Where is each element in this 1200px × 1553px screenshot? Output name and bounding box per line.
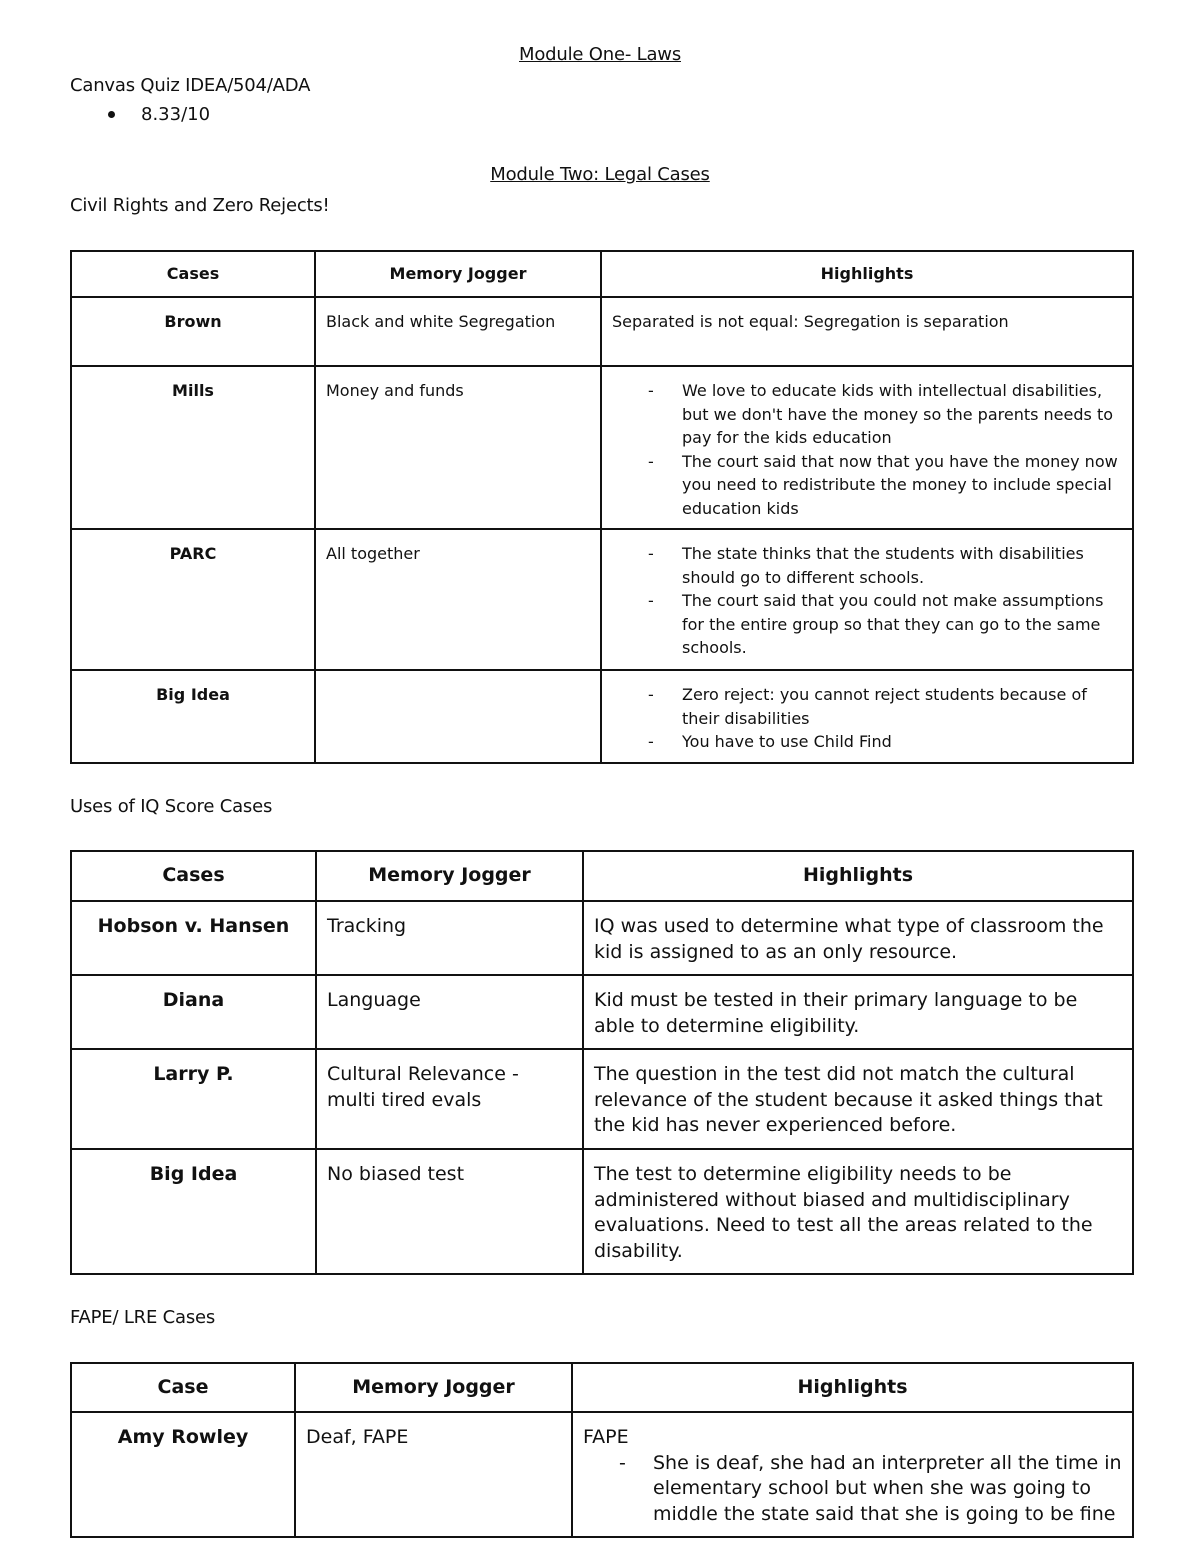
table-row (71, 297, 1133, 366)
canvas-quiz-label: Canvas Quiz IDEA/504/ADA (70, 75, 311, 96)
section-fape-lre-title: FAPE/ LRE Cases (70, 1307, 216, 1328)
case-name: Mills (71, 366, 315, 529)
header-highlights: Highlights (601, 251, 1133, 297)
case-name: Diana (71, 975, 316, 1049)
highlight-bullet: - Zero reject: you cannot reject students because of their disabilities (682, 683, 1122, 730)
highlight-text: Separated is not equal: Segregation is separation (601, 297, 1133, 366)
header-highlights: Highlights (583, 851, 1133, 901)
civil-rights-table (70, 250, 1134, 764)
highlight-label: FAPE (583, 1426, 629, 1448)
header-case: Case (71, 1363, 295, 1412)
highlight-text: IQ was used to determine what type of classroom the kid is assigned to as an only resource. (583, 901, 1133, 975)
bullet-icon (108, 111, 115, 118)
case-name: Larry P. (71, 1049, 316, 1149)
memory-jogger: Language (316, 975, 583, 1049)
case-name: Hobson v. Hansen (71, 901, 316, 975)
table-header-row (71, 851, 1133, 901)
table-row (71, 529, 1133, 670)
section-iq-score-title: Uses of IQ Score Cases (70, 796, 273, 817)
table-header-row (71, 251, 1133, 297)
memory-jogger: Cultural Relevance - multi tired evals (316, 1049, 583, 1149)
highlight-bullet: - The state thinks that the students with disabilities should go to different schools. (682, 542, 1122, 589)
highlight-cell (601, 529, 1133, 670)
quiz-score: 8.33/10 (141, 104, 211, 125)
highlight-bullet: - The court said that you could not make assumptions for the entire group so that they can go to the same schools. (682, 589, 1122, 660)
table-row (71, 670, 1133, 763)
memory-jogger: All together (315, 529, 601, 670)
table-row (71, 1049, 1133, 1149)
highlight-text: Kid must be tested in their primary language to be able to determine eligibility. (583, 975, 1133, 1049)
header-cases: Cases (71, 851, 316, 901)
header-memory-jogger: Memory Jogger (315, 251, 601, 297)
header-memory-jogger: Memory Jogger (316, 851, 583, 901)
highlight-text: The question in the test did not match the cultural relevance of the student because it asked things that the kid has never experienced before. (583, 1049, 1133, 1149)
table-row (71, 1149, 1133, 1274)
table-row (71, 975, 1133, 1049)
highlight-cell (601, 366, 1133, 529)
highlight-text: The test to determine eligibility needs to be administered without biased and multidisciplinary evaluations. Need to test all the areas related to the disability. (583, 1149, 1133, 1274)
module-two-heading: Module Two: Legal Cases (490, 164, 710, 185)
highlight-bullet: - She is deaf, she had an interpreter all the time in elementary school but when she was going to middle the state said that she is going to be fine (653, 1451, 1122, 1528)
highlight-cell (572, 1412, 1133, 1537)
highlight-bullet: - We love to educate kids with intellectual disabilities, but we don't have the money so the parents needs to pay for the kids education (682, 379, 1122, 450)
fape-lre-table (70, 1362, 1134, 1538)
highlight-bullet: - You have to use Child Find (682, 730, 1122, 754)
memory-jogger: No biased test (316, 1149, 583, 1274)
case-name: Big Idea (71, 670, 315, 763)
table-row (71, 901, 1133, 975)
table-row (71, 366, 1133, 529)
highlight-cell (601, 670, 1133, 763)
case-name: Amy Rowley (71, 1412, 295, 1537)
header-memory-jogger: Memory Jogger (295, 1363, 572, 1412)
quiz-score-item (108, 104, 210, 125)
header-cases: Cases (71, 251, 315, 297)
memory-jogger: Tracking (316, 901, 583, 975)
highlight-bullet: - The court said that now that you have the money now you need to redistribute the money to include special education kids (682, 450, 1122, 521)
module-one-heading: Module One- Laws (519, 44, 681, 65)
table-header-row (71, 1363, 1133, 1412)
memory-jogger: Black and white Segregation (315, 297, 601, 366)
section-civil-rights-title: Civil Rights and Zero Rejects! (70, 195, 330, 216)
table-row (71, 1412, 1133, 1537)
case-name: PARC (71, 529, 315, 670)
iq-score-table (70, 850, 1134, 1275)
case-name: Big Idea (71, 1149, 316, 1274)
memory-jogger: Money and funds (315, 366, 601, 529)
header-highlights: Highlights (572, 1363, 1133, 1412)
memory-jogger: Deaf, FAPE (295, 1412, 572, 1537)
case-name: Brown (71, 297, 315, 366)
memory-jogger (315, 670, 601, 763)
